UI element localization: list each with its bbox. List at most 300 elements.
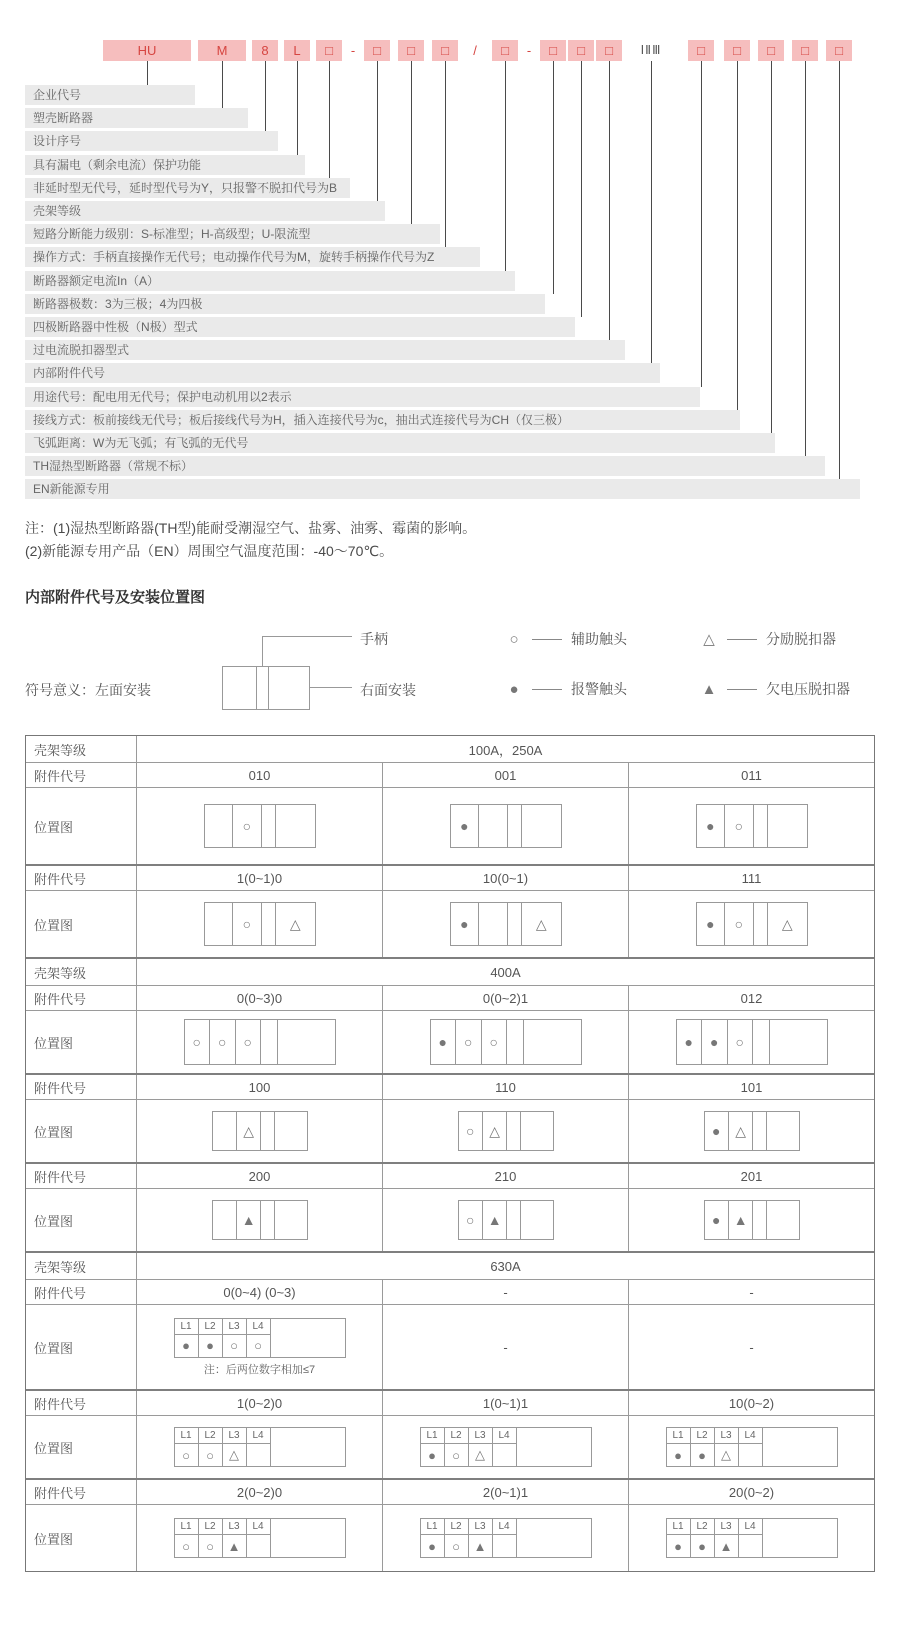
slot: △: [781, 915, 793, 932]
code-box: □: [596, 40, 622, 61]
slot: ▲: [715, 1535, 739, 1557]
pole-label: L2: [691, 1519, 715, 1535]
legend-item-label: 分励脱扣器: [766, 631, 836, 647]
position-row: [26, 1099, 874, 1162]
code-box: □: [432, 40, 458, 61]
code-label: 四极断路器中性极（N极）型式: [25, 317, 575, 337]
row-header: 附件代号: [34, 1169, 87, 1185]
code-label: 操作方式：手柄直接操作无代号；电动操作代号为M，旋转手柄操作代号为Z: [25, 247, 480, 267]
symbol-row: [667, 1535, 837, 1557]
slot: [507, 1020, 524, 1064]
row-header: 位置图: [34, 1213, 74, 1229]
code-label: 企业代号: [25, 85, 195, 105]
row-header: 位置图: [34, 917, 74, 933]
pole-label: L3: [223, 1519, 247, 1535]
position-row: [26, 1415, 874, 1478]
symbol-row: [175, 1335, 345, 1357]
connector-line: [581, 61, 582, 317]
position-diagram: [458, 1200, 554, 1240]
position-cell: [628, 891, 874, 957]
code-value: 111: [628, 866, 874, 890]
code-label: 用途代号：配电用无代号；保护电动机用以2表示: [25, 387, 700, 407]
pole-label: L4: [247, 1428, 271, 1444]
slot: ●: [691, 1535, 715, 1557]
pole-label: L1: [667, 1428, 691, 1444]
connector-line: [411, 61, 412, 224]
open-triangle-icon: △: [703, 631, 715, 648]
slot: [213, 1112, 237, 1150]
code-row: [26, 1162, 874, 1188]
slot: ○: [175, 1444, 199, 1466]
code-label: 飞弧距离：W为无飞弧；有飞弧的无代号: [25, 433, 775, 453]
slot: ○: [247, 1335, 271, 1357]
spacer-cell: [271, 1535, 345, 1557]
slot: ○: [236, 1020, 262, 1064]
position-diagram-630: [420, 1518, 592, 1558]
connector-line: [297, 61, 298, 155]
slot: [479, 805, 508, 847]
position-diagram: [450, 804, 562, 848]
slot: [508, 903, 522, 945]
slot: ●: [697, 903, 726, 945]
slot: ●: [199, 1335, 223, 1357]
slot: [276, 805, 315, 847]
row-header: 附件代号: [34, 1080, 87, 1096]
code-label: 断路器极数：3为三极；4为四极: [25, 294, 545, 314]
slot: ○: [725, 805, 754, 847]
slot: ●: [667, 1535, 691, 1557]
spacer-cell: [517, 1535, 591, 1557]
slot: △: [729, 1112, 753, 1150]
legend-dash-line: [727, 639, 757, 640]
slot: [753, 1020, 770, 1064]
slot: ●: [705, 1201, 729, 1239]
spacer-cell: [763, 1428, 837, 1444]
slot: [522, 805, 561, 847]
pole-label: L3: [469, 1428, 493, 1444]
code-value: 0(0~4) (0~3): [136, 1280, 382, 1304]
row-header: 壳架等级: [34, 1259, 87, 1275]
row-header: 位置图: [34, 1440, 74, 1456]
breaker-cell: [257, 667, 269, 709]
slot: ●: [705, 1112, 729, 1150]
breaker-cell: [223, 667, 257, 709]
position-cell: [628, 1100, 874, 1162]
frame-value: 630A: [136, 1253, 874, 1279]
slot: ○: [445, 1444, 469, 1466]
slot: △: [715, 1444, 739, 1466]
code-value: 0(0~3)0: [136, 986, 382, 1010]
pole-label: L2: [199, 1519, 223, 1535]
position-diagram-630: [174, 1518, 346, 1558]
position-cell: -: [382, 1305, 628, 1389]
spacer-cell: [271, 1428, 345, 1444]
slot: ●: [697, 805, 726, 847]
code-value: 2(0~2)0: [136, 1480, 382, 1504]
code-value: 0(0~2)1: [382, 986, 628, 1010]
pole-label: L2: [199, 1428, 223, 1444]
pole-label: L1: [421, 1519, 445, 1535]
note-line-2: (2)新能源专用产品（EN）周围空气温度范围：-40～70℃。: [25, 543, 394, 559]
symbol-row: [667, 1444, 837, 1466]
pole-label: L3: [223, 1428, 247, 1444]
slot: △: [535, 915, 547, 932]
code-label: 设计序号: [25, 131, 278, 151]
slot: [507, 1201, 520, 1239]
code-separator: /: [473, 43, 477, 58]
connector-line: [553, 61, 554, 294]
spacer-cell: [271, 1335, 345, 1357]
code-box: □: [540, 40, 566, 61]
pole-label: L3: [223, 1319, 247, 1335]
position-diagram: [184, 1019, 336, 1065]
code-row: [26, 1073, 874, 1099]
position-row: [26, 890, 874, 957]
pole-label: L1: [667, 1519, 691, 1535]
connector-line: [805, 61, 806, 456]
position-cell: [382, 1100, 628, 1162]
note-line-1: 注：(1)湿热型断路器(TH型)能耐受潮湿空气、盐雾、油雾、霉菌的影响。: [25, 520, 477, 536]
slot: [278, 1020, 335, 1064]
connector-line: [377, 61, 378, 201]
pole-label: L4: [247, 1319, 271, 1335]
slot: ○: [725, 903, 754, 945]
position-row: [26, 1188, 874, 1251]
connector-line: [329, 61, 330, 178]
code-value: 001: [382, 763, 628, 787]
code-row: [26, 985, 874, 1010]
code-label: 具有漏电（剩余电流）保护功能: [25, 155, 305, 175]
position-cell: [136, 1305, 382, 1389]
slot: ○: [459, 1201, 483, 1239]
code-value: 012: [628, 986, 874, 1010]
slot: ○: [185, 1020, 211, 1064]
code-separator: -: [350, 43, 356, 58]
position-cell: [628, 1011, 874, 1073]
pole-label: L3: [715, 1428, 739, 1444]
position-diagram: [212, 1111, 308, 1151]
position-cell: -: [628, 1305, 874, 1389]
slot: [754, 903, 768, 945]
frame-value: 100A，250A: [136, 736, 874, 762]
code-box: □: [724, 40, 750, 61]
position-cell: [136, 788, 382, 864]
position-cell: [628, 788, 874, 864]
position-diagram: [212, 1200, 308, 1240]
pole-label: L4: [247, 1519, 271, 1535]
code-row: [26, 762, 874, 787]
slot: ○: [459, 1112, 483, 1150]
pole-label: L4: [493, 1428, 517, 1444]
pole-label: L4: [493, 1519, 517, 1535]
legend-item-alarm-contact: [505, 679, 627, 699]
position-diagram-630: [666, 1518, 838, 1558]
code-value: 011: [628, 763, 874, 787]
slot: [205, 903, 234, 945]
position-row: [26, 787, 874, 864]
code-label: 塑壳断路器: [25, 108, 248, 128]
breaker-outline-diagram: [222, 666, 310, 710]
slot: [508, 805, 522, 847]
handle-pointer-line: [262, 636, 263, 666]
code-value: 010: [136, 763, 382, 787]
code-label: 壳架等级: [25, 201, 385, 221]
frame-row: [26, 1251, 874, 1279]
code-box: □: [792, 40, 818, 61]
position-diagram-630: [666, 1427, 838, 1467]
slot: ●: [431, 1020, 457, 1064]
code-value: 110: [382, 1075, 628, 1099]
diagram-note: 注：后两位数字相加≤7: [203, 1363, 316, 1376]
slot: ○: [175, 1535, 199, 1557]
legend-dash-line: [532, 689, 562, 690]
slot: ●: [175, 1335, 199, 1357]
code-label: 接线方式：板前接线无代号；板后接线代号为H，插入连接代号为c，抽出式连接代号为CH（仅三极）: [25, 410, 740, 430]
code-box: □: [316, 40, 342, 61]
code-label: 非延时型无代号，延时型代号为Y，只报警不脱扣代号为B: [25, 178, 350, 198]
pole-label: L4: [739, 1519, 763, 1535]
slot: [524, 1020, 581, 1064]
slot: ▲: [469, 1535, 493, 1557]
frame-value: 400A: [136, 959, 874, 985]
legend-dash-line: [532, 639, 562, 640]
handle-label: 手柄: [360, 631, 388, 647]
code-box: □: [826, 40, 852, 61]
position-row: [26, 1504, 874, 1571]
connector-line: [737, 61, 738, 410]
slot: ○: [728, 1020, 754, 1064]
row-header: 位置图: [34, 1340, 74, 1356]
slot: △: [237, 1112, 261, 1150]
slot: ▲: [729, 1201, 753, 1239]
row-header: 附件代号: [34, 1396, 87, 1412]
code-value: 100: [136, 1075, 382, 1099]
spacer-cell: [517, 1519, 591, 1535]
slot: ○: [445, 1535, 469, 1557]
slot: [205, 805, 234, 847]
row-header: 位置图: [34, 1124, 74, 1140]
slot: [247, 1444, 271, 1466]
slot: [275, 1201, 307, 1239]
position-diagram-630: [174, 1318, 346, 1358]
pole-header-row: [175, 1319, 345, 1335]
spacer-cell: [763, 1519, 837, 1535]
right-install-label: 右面安装: [360, 682, 416, 698]
position-diagram-630: [420, 1427, 592, 1467]
row-header: 位置图: [34, 1035, 74, 1051]
legend: [0, 628, 900, 728]
pole-header-row: [421, 1519, 591, 1535]
slot: ●: [421, 1535, 445, 1557]
slot: ●: [451, 805, 480, 847]
legend-item-aux-contact: [505, 629, 627, 649]
slot: [213, 1201, 237, 1239]
position-diagram: [430, 1019, 582, 1065]
connector-line: [265, 61, 266, 131]
symbol-row: [421, 1444, 591, 1466]
legend-dash-line: [727, 689, 757, 690]
slot: △: [483, 1112, 507, 1150]
slot: [739, 1444, 763, 1466]
slot: [739, 1535, 763, 1557]
code-value: 101: [628, 1075, 874, 1099]
position-cell: [136, 891, 382, 957]
pole-label: L2: [445, 1428, 469, 1444]
pole-label: L1: [421, 1428, 445, 1444]
code-box: □: [568, 40, 594, 61]
slot: [493, 1444, 517, 1466]
pole-label: L1: [175, 1519, 199, 1535]
spacer-cell: [271, 1444, 345, 1466]
slot: [754, 805, 768, 847]
position-cell: [382, 1011, 628, 1073]
open-circle-icon: ○: [509, 630, 519, 648]
code-value: 10(0~1): [382, 866, 628, 890]
slot: [767, 1201, 799, 1239]
row-header: 附件代号: [34, 1485, 87, 1501]
slot: ●: [677, 1020, 703, 1064]
code-row: [26, 1279, 874, 1304]
position-diagram: [204, 804, 316, 848]
slot: [770, 1020, 827, 1064]
position-diagram: [696, 902, 808, 946]
legend-item-label: 欠电压脱扣器: [766, 681, 850, 697]
row-header: 附件代号: [34, 768, 87, 784]
code-box: HU: [103, 40, 191, 61]
code-row: [26, 1389, 874, 1415]
code-value: 1(0~1)1: [382, 1391, 628, 1415]
connector-line: [609, 61, 610, 340]
row-header: 壳架等级: [34, 965, 87, 981]
position-diagram: [676, 1019, 828, 1065]
position-cell: [136, 1011, 382, 1073]
pole-header-row: [667, 1519, 837, 1535]
code-label: 短路分断能力级别：S-标准型；H-高级型；U-限流型: [25, 224, 440, 244]
slot: [261, 1020, 278, 1064]
slot: ●: [451, 903, 480, 945]
slot: ○: [199, 1444, 223, 1466]
position-cell: [382, 1189, 628, 1251]
connector-line: [147, 61, 148, 85]
connector-line: [651, 61, 652, 363]
code-value: 1(0~1)0: [136, 866, 382, 890]
slot: [261, 1201, 274, 1239]
legend-meaning-text: 符号意义：左面安装: [25, 682, 151, 698]
code-label: 断路器额定电流In（A）: [25, 271, 515, 291]
code-row: [26, 864, 874, 890]
code-value: 210: [382, 1164, 628, 1188]
slot: [275, 1112, 307, 1150]
slot: ○: [233, 805, 262, 847]
code-separator: -: [526, 43, 532, 58]
slot: [261, 1112, 274, 1150]
slot: ○: [199, 1535, 223, 1557]
code-box: □: [364, 40, 390, 61]
row-header: 位置图: [34, 1531, 74, 1547]
section-title: 内部附件代号及安装位置图: [25, 589, 206, 606]
slot: [507, 1112, 520, 1150]
slot: [767, 1112, 799, 1150]
position-cell: [382, 1416, 628, 1478]
position-cell: [628, 1189, 874, 1251]
position-cell: [628, 1416, 874, 1478]
slot: [479, 903, 508, 945]
pole-label: L3: [715, 1519, 739, 1535]
frame-row: [26, 736, 874, 762]
spacer-cell: [271, 1319, 345, 1335]
spacer-cell: [271, 1519, 345, 1535]
symbol-row: [175, 1535, 345, 1557]
spacer-cell: [517, 1444, 591, 1466]
code-box: L: [284, 40, 310, 61]
slot: [247, 1535, 271, 1557]
position-cell: [136, 1189, 382, 1251]
row-header: 位置图: [34, 819, 74, 835]
legend-item-label: 辅助触头: [571, 631, 627, 647]
slot: [521, 1201, 553, 1239]
position-cell: [136, 1100, 382, 1162]
connector-line: [505, 61, 506, 271]
slot: △: [223, 1444, 247, 1466]
position-cell: [382, 891, 628, 957]
pole-label: L2: [691, 1428, 715, 1444]
code-value: -: [382, 1280, 628, 1304]
spacer-cell: [763, 1444, 837, 1466]
connector-line: [771, 61, 772, 433]
slot: [262, 805, 276, 847]
code-box: M: [198, 40, 246, 61]
code-box: 8: [252, 40, 278, 61]
pole-label: L3: [469, 1519, 493, 1535]
legend-item-undervoltage-release: [700, 679, 850, 699]
slot: [262, 903, 276, 945]
spacer-cell: [517, 1428, 591, 1444]
slot: [493, 1535, 517, 1557]
slot: ▲: [483, 1201, 507, 1239]
code-value: -: [628, 1280, 874, 1304]
slot: [521, 1112, 553, 1150]
slot: [753, 1112, 766, 1150]
position-diagram: [450, 902, 562, 946]
slot: [753, 1201, 766, 1239]
pole-header-row: [175, 1519, 345, 1535]
diagram-with-note: [174, 1318, 346, 1377]
connector-line: [701, 61, 702, 387]
legend-item-label: 报警触头: [571, 681, 627, 697]
code-value: 200: [136, 1164, 382, 1188]
pole-header-row: [421, 1428, 591, 1444]
position-row: [26, 1010, 874, 1073]
legend-item-shunt-release: [700, 629, 836, 649]
row-header: 附件代号: [34, 871, 87, 887]
position-diagram: [204, 902, 316, 946]
position-diagram-630: [174, 1427, 346, 1467]
code-box: □: [688, 40, 714, 61]
position-diagram: [696, 804, 808, 848]
position-row: [26, 1304, 874, 1389]
pole-header-row: [175, 1428, 345, 1444]
slot: ○: [210, 1020, 236, 1064]
code-value: 20(0~2): [628, 1480, 874, 1504]
accessory-table: [25, 735, 875, 1572]
pole-label: L1: [175, 1319, 199, 1335]
slot: ●: [691, 1444, 715, 1466]
code-value: 1(0~2)0: [136, 1391, 382, 1415]
code-box: □: [758, 40, 784, 61]
slot: ○: [223, 1335, 247, 1357]
position-cell: [136, 1505, 382, 1571]
slot: ▲: [237, 1201, 261, 1239]
